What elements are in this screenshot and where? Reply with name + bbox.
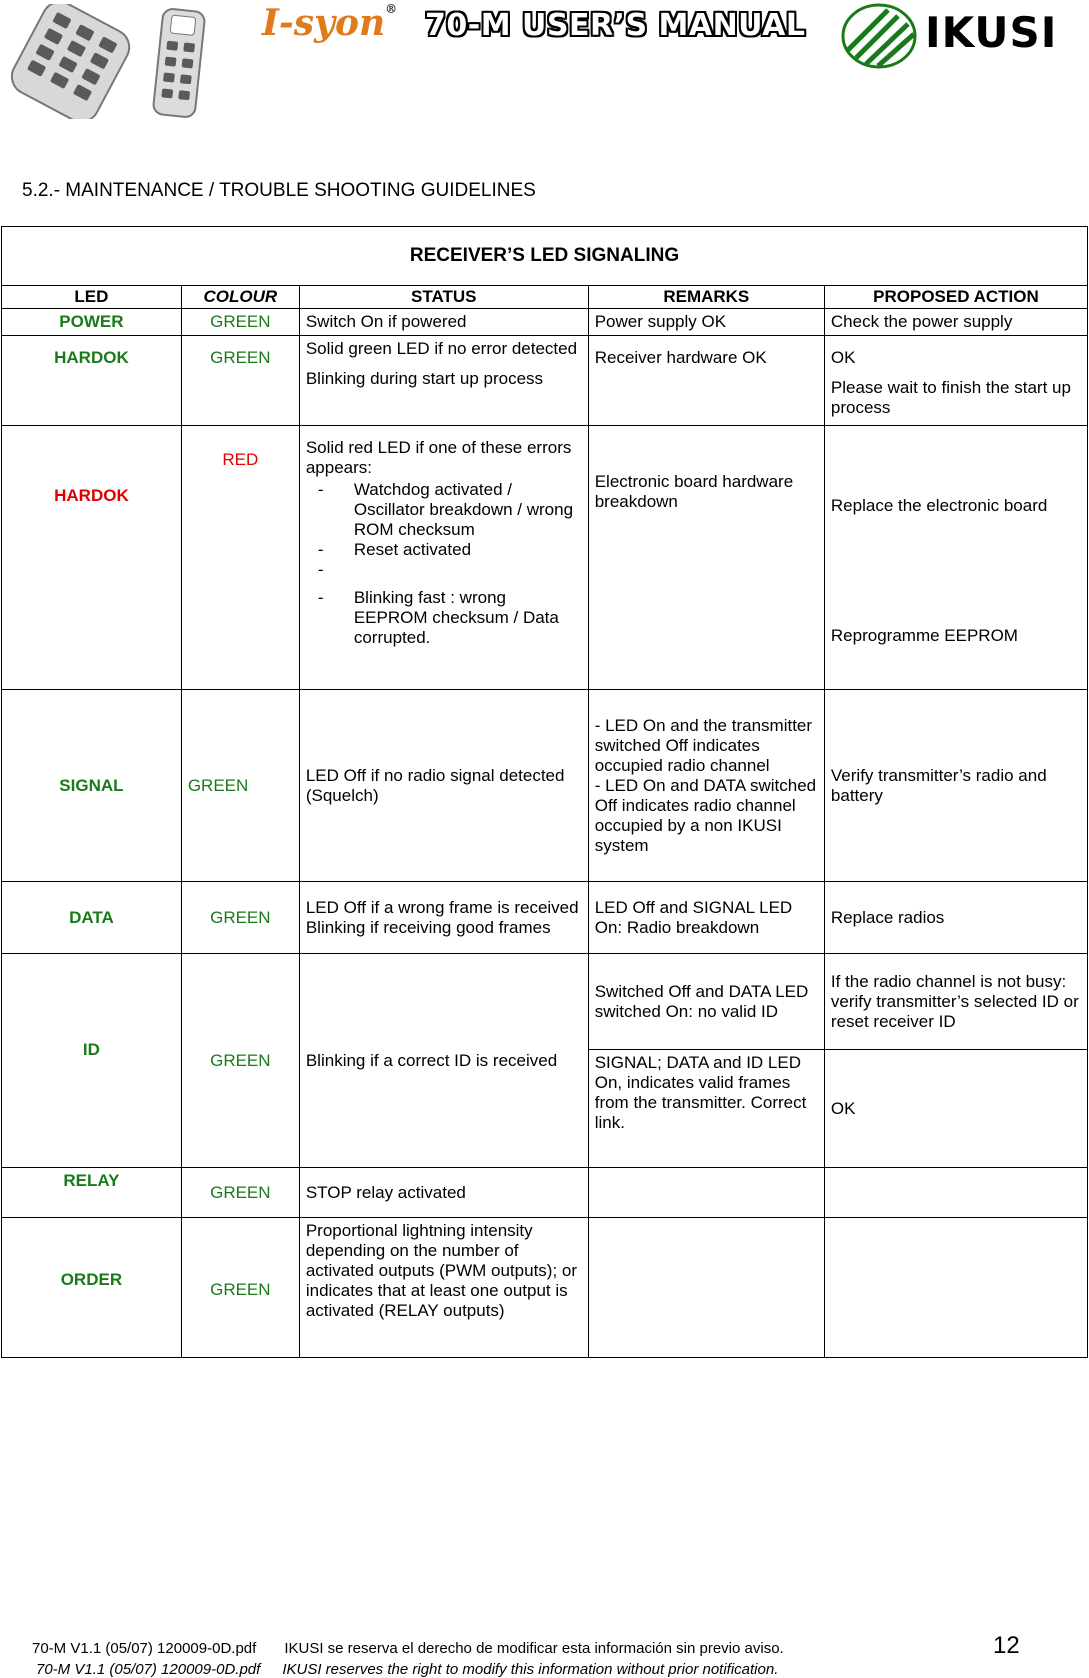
- table-row: [2, 336, 1088, 426]
- error-list: [306, 480, 582, 648]
- action-line: Please wait to finish the start up process: [830, 378, 1071, 417]
- led-remarks: [588, 1218, 824, 1358]
- status-intro: Solid red LED if one of these errors appears:: [305, 438, 572, 477]
- table-row: [2, 882, 1088, 954]
- led-name: POWER: [2, 309, 182, 336]
- footer-notice: IKUSI se reserva el derecho de modificar esta información sin previo aviso.: [284, 1640, 784, 1657]
- footer-notice: IKUSI reserves the right to modify this information without prior notification.: [282, 1661, 779, 1678]
- led-action: [824, 336, 1087, 426]
- action-line: OK: [830, 348, 856, 367]
- header-led: LED: [2, 286, 182, 309]
- document-title: 70-M USER’S MANUAL: [425, 8, 806, 43]
- brand-logo: I-syon®: [262, 2, 398, 44]
- led-name: HARDOK: [2, 336, 182, 426]
- led-remarks: [588, 1168, 824, 1218]
- led-status: [299, 426, 588, 690]
- led-colour: RED: [181, 426, 299, 690]
- led-status: LED Off if a wrong frame is received Blinking if receiving good frames: [299, 882, 588, 954]
- led-status: [299, 336, 588, 426]
- footer-line-en: [36, 1661, 778, 1678]
- table-row: [2, 954, 1088, 1050]
- table-row: [2, 426, 1088, 690]
- section-title: 5.2.- MAINTENANCE / TROUBLE SHOOTING GUIDELINES: [22, 180, 536, 201]
- page-header: [0, 0, 1089, 130]
- header-action: PROPOSED ACTION: [824, 286, 1087, 309]
- status-line: Solid green LED if no error detected: [305, 339, 578, 358]
- action-line: Replace the electronic board: [830, 496, 1048, 515]
- remote-control-image: [6, 4, 136, 119]
- led-name: ORDER: [2, 1218, 182, 1358]
- led-status: Switch On if powered: [299, 309, 588, 336]
- led-action: If the radio channel is not busy: verify transmitter’s selected ID or reset receiver ID: [824, 954, 1087, 1050]
- led-name: HARDOK: [2, 426, 182, 690]
- led-action: OK: [824, 1050, 1087, 1168]
- ikusi-logo-icon: [840, 2, 918, 70]
- list-gap: [306, 560, 582, 588]
- page-number: 12: [993, 1632, 1020, 1659]
- footer-filename: 70-M V1.1 (05/07) 120009-0D.pdf: [36, 1661, 261, 1678]
- table-header-row: [2, 286, 1088, 309]
- led-colour: GREEN: [181, 336, 299, 426]
- led-name: DATA: [2, 882, 182, 954]
- led-name: RELAY: [2, 1168, 182, 1218]
- led-status: Proportional lightning intensity depending on the number of activated outputs (PWM outputs); or indicates that at least one output is activated (RELAY outputs): [299, 1218, 588, 1358]
- header-remarks: REMARKS: [588, 286, 824, 309]
- header-colour: COLOUR: [181, 286, 299, 309]
- led-colour: GREEN: [181, 882, 299, 954]
- footer-line-es: [32, 1640, 784, 1657]
- list-item: - Reset activated: [306, 540, 582, 560]
- led-status: LED Off if no radio signal detected (Squelch): [299, 690, 588, 882]
- led-remarks: LED Off and SIGNAL LED On: Radio breakdown: [588, 882, 824, 954]
- footer-filename: 70-M V1.1 (05/07) 120009-0D.pdf: [32, 1640, 257, 1657]
- led-action: Check the power supply: [824, 309, 1087, 336]
- table-row: [2, 309, 1088, 336]
- led-action: Replace radios: [824, 882, 1087, 954]
- led-remarks: - LED On and the transmitter switched Off indicates occupied radio channel - LED On and DATA switched Off indicates radio channel occupied by a non IKUSI system: [588, 690, 824, 882]
- led-colour: GREEN: [181, 1168, 299, 1218]
- led-colour: GREEN: [181, 309, 299, 336]
- list-item: - Blinking fast : wrong EEPROM checksum / Data corrupted.: [306, 588, 582, 648]
- led-colour: GREEN: [181, 690, 299, 882]
- table-row: [2, 1218, 1088, 1358]
- table-row: [2, 1168, 1088, 1218]
- led-remarks: Power supply OK: [588, 309, 824, 336]
- list-item: - Watchdog activated / Oscillator breakdown / wrong ROM checksum: [306, 480, 582, 540]
- led-status: Blinking if a correct ID is received: [299, 954, 588, 1168]
- led-signaling-table: [1, 226, 1088, 1358]
- remote-control-image: [152, 6, 207, 121]
- led-action: [824, 1168, 1087, 1218]
- led-colour: GREEN: [181, 954, 299, 1168]
- led-remarks: Electronic board hardware breakdown: [588, 426, 824, 690]
- led-action: [824, 426, 1087, 690]
- ikusi-logo-text: IKUSI: [925, 8, 1058, 57]
- table-caption: RECEIVER’S LED SIGNALING: [2, 227, 1088, 286]
- led-colour: GREEN: [181, 1218, 299, 1358]
- led-action: Verify transmitter’s radio and battery: [824, 690, 1087, 882]
- led-remarks: SIGNAL; DATA and ID LED On, indicates valid frames from the transmitter. Correct link.: [588, 1050, 824, 1168]
- action-line: Reprogramme EEPROM: [830, 626, 1018, 645]
- led-name: SIGNAL: [2, 690, 182, 882]
- led-remarks: Receiver hardware OK: [588, 336, 824, 426]
- status-line: Blinking during start up process: [305, 369, 544, 388]
- led-action: [824, 1218, 1087, 1358]
- led-name: ID: [2, 954, 182, 1168]
- table-row: [2, 690, 1088, 882]
- led-status: STOP relay activated: [299, 1168, 588, 1218]
- header-status: STATUS: [299, 286, 588, 309]
- led-remarks: Switched Off and DATA LED switched On: no valid ID: [588, 954, 824, 1050]
